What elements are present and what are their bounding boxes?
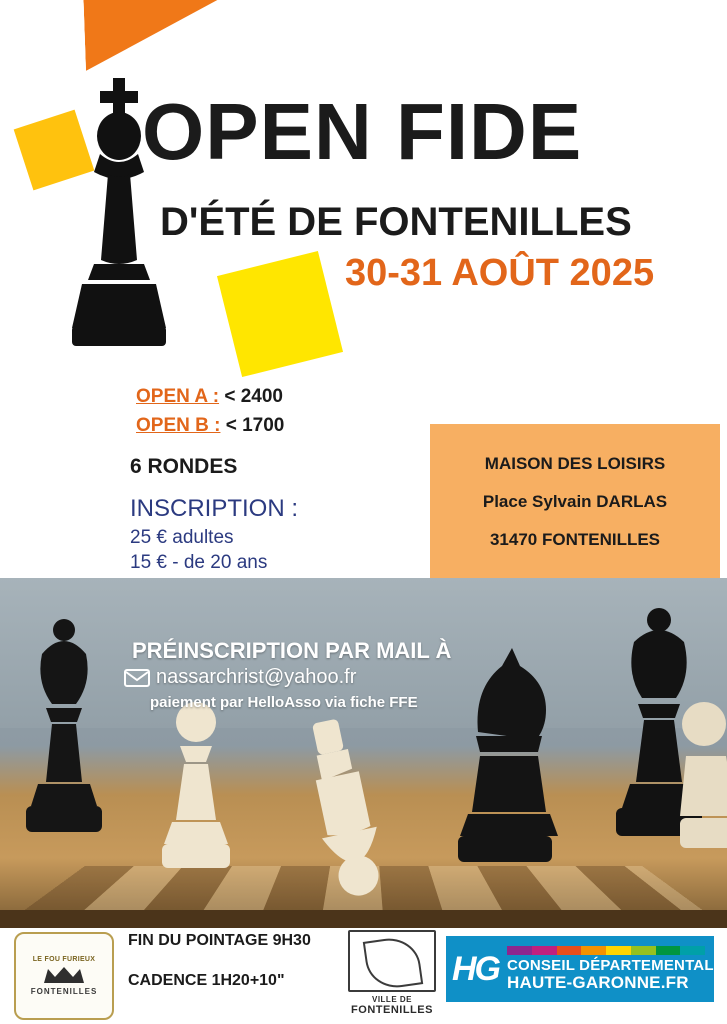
venue-line-3: 31470 FONTENILLES — [489, 529, 661, 549]
venue-box — [430, 424, 720, 579]
chessboard-edge — [0, 910, 727, 928]
cd-line2: HAUTE-GARONNE.FR — [507, 972, 689, 992]
price-adult: 25 € adultes — [130, 527, 234, 548]
price-youth: 15 € - de 20 ans — [130, 552, 268, 573]
registration-title: PRÉINSCRIPTION PAR MAIL À — [132, 638, 452, 663]
open-a-label: OPEN A : — [136, 386, 220, 407]
haute-garonne-logo — [446, 936, 714, 1002]
club-logo-line1: LE FOU FURIEUX — [32, 956, 96, 963]
poster-dates: 30-31 AOÛT 2025 — [345, 252, 655, 294]
open-a-value: < 2400 — [224, 386, 283, 407]
registration-email[interactable]: nassarchrist@yahoo.fr — [156, 666, 357, 688]
cd-line1: CONSEIL DÉPARTEMENTAL — [507, 957, 714, 975]
registration-note: paiement par HelloAsso via fiche FFE — [150, 694, 418, 711]
ville-logo — [336, 930, 448, 1018]
yellow-square-large-shape — [217, 251, 343, 377]
chess-knight-dark-icon — [448, 638, 558, 878]
chess-photo — [0, 578, 727, 928]
cd-color-bars — [507, 946, 705, 955]
poster-title: OPEN FIDE — [142, 87, 583, 176]
club-logo — [14, 932, 114, 1020]
open-b-row — [136, 415, 284, 437]
open-a-row — [136, 386, 283, 408]
poster-subtitle: D'ÉTÉ DE FONTENILLES — [160, 200, 632, 244]
cd-initials: HG — [452, 950, 499, 988]
venue-line-2: Place Sylvain DARLAS — [482, 491, 668, 511]
chess-pawn-light-right-icon — [680, 698, 727, 878]
envelope-icon — [124, 669, 150, 687]
ville-leaf-icon — [348, 930, 436, 992]
leaf-shape — [363, 934, 423, 991]
club-logo-line2: FONTENILLES — [30, 987, 98, 996]
open-b-label: OPEN B : — [136, 415, 221, 436]
check-in-text: FIN DU POINTAGE 9H30 — [128, 932, 311, 949]
chess-pawn-light-icon — [150, 696, 242, 886]
venue-line-1: MAISON DES LOISIRS — [484, 453, 666, 473]
inscription-heading: INSCRIPTION : — [130, 495, 299, 522]
cadence-text: CADENCE 1H20+10" — [128, 972, 285, 989]
chess-bishop-dark-icon — [8, 608, 120, 858]
open-b-value: < 1700 — [225, 415, 285, 436]
cd-text-block — [507, 946, 714, 992]
crown-icon — [42, 965, 86, 985]
rounds-text: 6 RONDES — [130, 455, 238, 478]
orange-triangle-shape — [82, 0, 256, 71]
ville-logo-line1: VILLE DE — [371, 995, 412, 1004]
ville-logo-line2: FONTENILLES — [351, 1004, 433, 1016]
